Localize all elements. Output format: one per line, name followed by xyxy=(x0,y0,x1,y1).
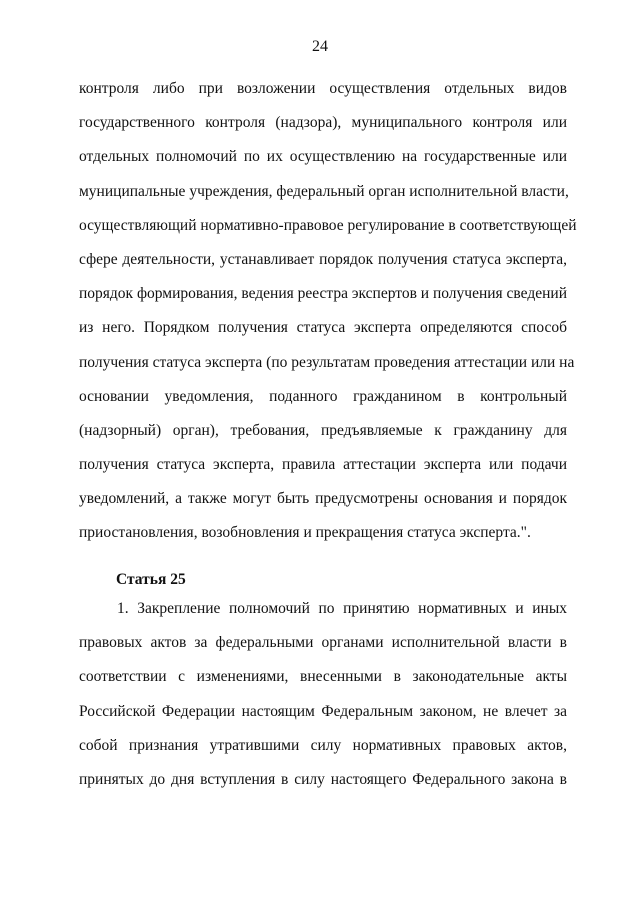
article-paragraph xyxy=(79,592,567,797)
text-line: порядок формирования, ведения реестра экспертов и получения сведений xyxy=(79,285,567,303)
text-line: приостановления, возобновления и прекращения статуса эксперта.". xyxy=(79,524,531,542)
article-heading: Статья 25 xyxy=(116,571,186,588)
text-line: уведомлений, а также могут быть предусмотрены основания и порядок xyxy=(79,490,567,508)
text-line: осуществляющий нормативно-правовое регулирование в соответствующей xyxy=(79,216,577,234)
text-line: соответствии с изменениями, внесенными в законодательные акты xyxy=(79,668,567,686)
text-line: получения статуса эксперта (по результатам проведения аттестации или на xyxy=(79,353,575,371)
text-line: отдельных полномочий по их осуществлению на государственные или xyxy=(79,148,567,166)
text-line: сфере деятельности, устанавливает порядок получения статуса эксперта, xyxy=(79,250,567,268)
text-line: государственного контроля (надзора), муниципального контроля или xyxy=(79,114,567,132)
paragraph-continuation xyxy=(79,72,577,551)
text-line: собой признания утратившими силу нормативных правовых актов, xyxy=(79,736,567,754)
text-line: принятых до дня вступления в силу настоящего Федерального закона в xyxy=(79,770,567,788)
text-line: из него. Порядком получения статуса эксперта определяются способ xyxy=(79,319,567,337)
text-line: 1. Закрепление полномочий по принятию нормативных и иных xyxy=(117,600,567,617)
text-line: (надзорный) орган), требования, предъявляемые к гражданину для xyxy=(79,421,567,439)
text-line: Российской Федерации настоящим Федеральным законом, не влечет за xyxy=(79,702,567,720)
page-number: 24 xyxy=(312,38,328,55)
text-line: муниципальные учреждения, федеральный орган исполнительной власти, xyxy=(79,182,569,200)
text-line: получения статуса эксперта, правила аттестации эксперта или подачи xyxy=(79,456,567,474)
text-line: основании уведомления, поданного гражданином в контрольный xyxy=(79,387,567,405)
text-line: правовых актов за федеральными органами исполнительной власти в xyxy=(79,634,567,652)
text-line: контроля либо при возложении осуществления отдельных видов xyxy=(79,80,567,97)
